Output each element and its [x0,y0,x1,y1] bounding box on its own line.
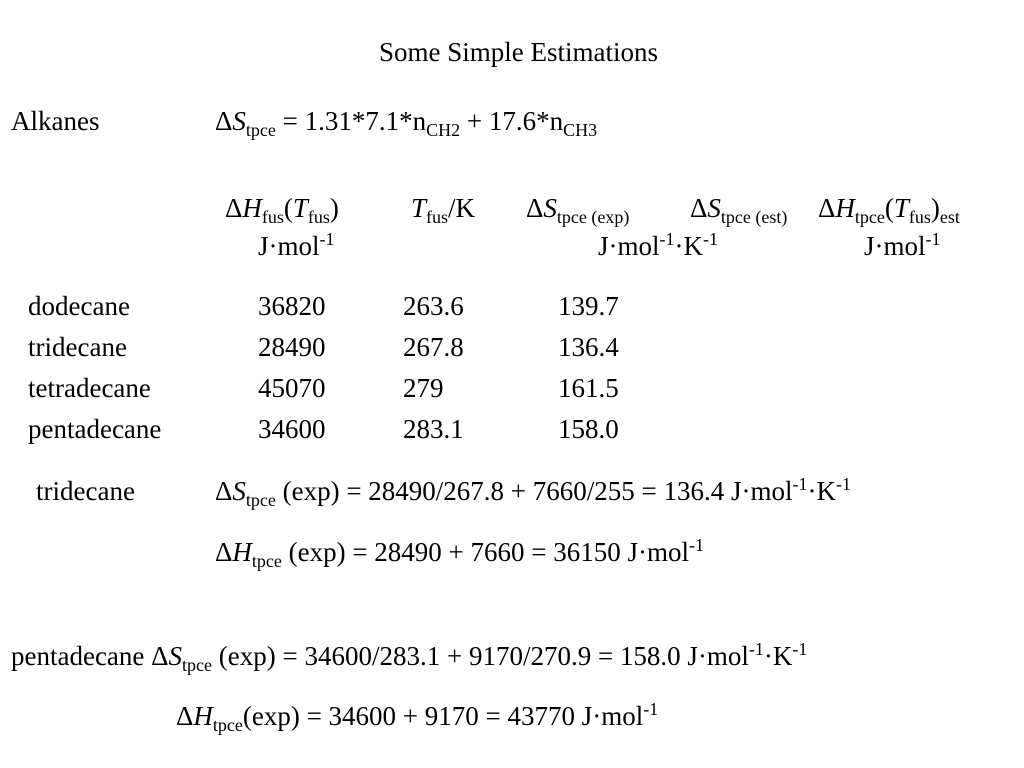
exponent: -1 [659,229,675,249]
alkanes-equation [215,106,598,140]
table-row-name: dodecane [28,291,130,321]
kelvin-unit: ·K [763,641,793,671]
table-row-name: tridecane [28,332,127,362]
equation-text: (exp) = 28490/267.8 + 7660/255 = 136.4 J·mol [275,476,793,506]
table-row-s-exp: 136.4 [558,332,619,362]
temperature-symbol: T [292,193,308,223]
header-t-fus [411,193,476,227]
exponent: -1 [792,474,808,494]
table-row-h-fus: 34600 [258,414,326,444]
kelvin-unit: ·K [807,476,837,506]
temperature-symbol: T [411,193,427,223]
delta-symbol: Δ [225,193,243,223]
table-row-h-fus: 36820 [258,291,326,321]
enthalpy-symbol: H [193,701,213,731]
header-s-exp [526,193,630,227]
example-pentadecane-entropy [11,639,808,675]
example-pentadecane-enthalpy [176,699,659,735]
header-h-tpce-est [818,193,960,227]
paren: ( [283,193,293,223]
example-pentadecane-label: pentadecane [11,641,152,671]
exponent: -1 [748,639,764,659]
paren: ) [930,193,940,223]
fus-subscript: fus [307,207,330,227]
delta-symbol: Δ [176,701,194,731]
kelvin-unit: ·K [674,231,704,261]
unit-text: J·mol [864,231,926,261]
unit-h-fus [258,229,335,261]
delta-symbol: Δ [151,641,169,671]
exponent: -1 [703,229,719,249]
table-row-t-fus: 263.6 [403,291,464,321]
enthalpy-symbol: H [232,537,252,567]
kelvin-unit: /K [448,193,476,223]
tpce-exp-subscript: tpce (exp) [556,207,630,227]
entropy-symbol: S [168,641,183,671]
entropy-symbol: S [543,193,557,223]
header-h-fus [225,193,339,227]
equation-part: = 1.31*7.1*n [275,106,427,136]
delta-symbol: Δ [215,476,233,506]
table-row-name: tetradecane [28,373,151,403]
table-row-name: pentadecane [28,414,162,444]
tpce-subscript: tpce [212,715,243,735]
tpce-est-subscript: tpce (est) [720,207,788,227]
example-tridecane-entropy [215,474,852,510]
delta-symbol: Δ [818,193,836,223]
table-row-t-fus: 267.8 [403,332,464,362]
unit-text: J·mol [258,231,320,261]
alkanes-label: Alkanes [11,106,100,136]
equation-text: (exp) = 34600 + 9170 = 43770 J·mol [242,701,644,731]
slide-title: Some Simple Estimations [379,37,659,67]
example-tridecane-enthalpy [215,535,705,571]
exponent: -1 [792,639,808,659]
fus-subscript: fus [261,207,284,227]
entropy-symbol: S [707,193,721,223]
delta-symbol: Δ [690,193,708,223]
delta-symbol: Δ [526,193,544,223]
fus-subscript: fus [908,207,931,227]
fus-subscript: fus [426,207,449,227]
table-row-t-fus: 283.1 [403,414,464,444]
table-row-t-fus: 279 [403,373,444,403]
delta-symbol: Δ [215,106,233,136]
paren: ( [884,193,894,223]
exponent: -1 [319,229,335,249]
ch2-subscript: CH2 [426,120,461,140]
exponent: -1 [925,229,941,249]
entropy-symbol: S [232,476,246,506]
equation-text: (exp) = 28490 + 7660 = 36150 J·mol [281,537,690,567]
tpce-subscript: tpce [245,120,276,140]
table-row-s-exp: 161.5 [558,373,619,403]
equation-text: (exp) = 34600/283.1 + 9170/270.9 = 158.0 J·mol [212,641,749,671]
delta-symbol: Δ [215,537,233,567]
unit-h-tpce [864,229,941,261]
exponent: -1 [689,535,705,555]
table-row-h-fus: 28490 [258,332,326,362]
temperature-symbol: T [893,193,909,223]
exponent: -1 [836,474,852,494]
header-s-est [690,193,788,227]
est-subscript: est [939,207,960,227]
exponent: -1 [643,699,659,719]
enthalpy-symbol: H [835,193,855,223]
tpce-subscript: tpce [251,551,282,571]
entropy-symbol: S [232,106,246,136]
table-row-s-exp: 139.7 [558,291,619,321]
table-row-h-fus: 45070 [258,373,326,403]
enthalpy-symbol: H [242,193,262,223]
tpce-subscript: tpce [245,490,276,510]
ch3-subscript: CH3 [563,120,598,140]
equation-part: + 17.6*n [460,106,564,136]
unit-text: J·mol [598,231,660,261]
table-row-s-exp: 158.0 [558,414,619,444]
example-tridecane-label: tridecane [36,476,135,506]
paren: ) [329,193,339,223]
tpce-subscript: tpce [854,207,885,227]
unit-s [598,229,719,261]
tpce-subscript: tpce [182,655,213,675]
